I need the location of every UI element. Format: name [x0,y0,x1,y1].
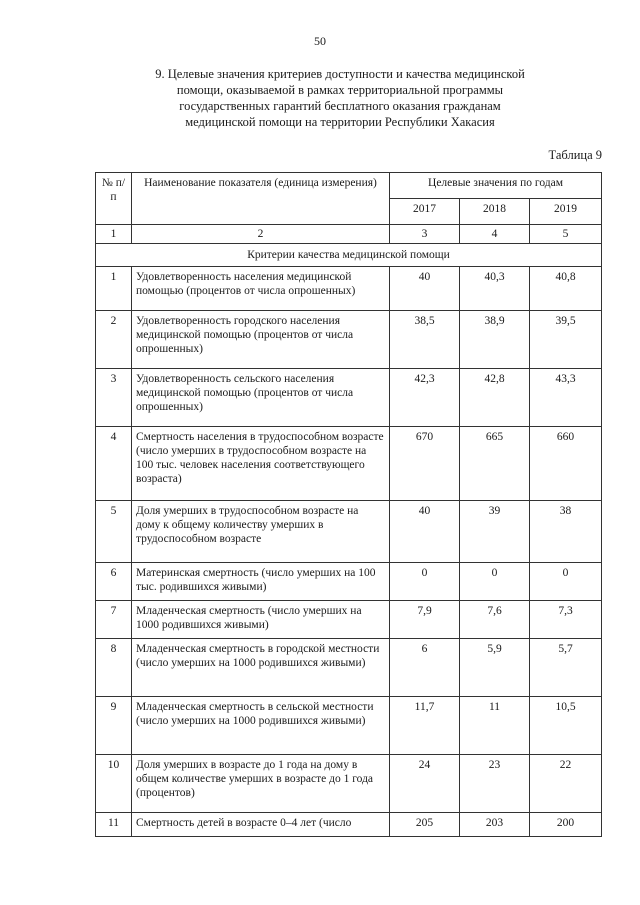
column-header-year: 2018 [460,199,530,225]
target-value-2018: 0 [460,563,530,601]
row-number: 5 [96,501,132,563]
column-index: 4 [460,225,530,244]
target-value-2017: 38,5 [390,311,460,369]
target-value-2017: 11,7 [390,697,460,755]
indicator-name: Смертность населения в трудоспособном возрасте (число умерших в трудоспособном возрасте на 100 тыс. человек населения соответствующего возраста) [132,427,390,501]
section-row [96,244,602,267]
target-value-2017: 205 [390,813,460,837]
table-row [96,311,602,369]
document-heading [120,66,560,130]
target-value-2019: 7,3 [530,601,602,639]
row-number: 4 [96,427,132,501]
section-title: Критерии качества медицинской помощи [96,244,602,267]
table-row [96,639,602,697]
row-number: 8 [96,639,132,697]
column-index: 3 [390,225,460,244]
target-value-2019: 5,7 [530,639,602,697]
target-value-2017: 40 [390,267,460,311]
indicator-name: Доля умерших в возрасте до 1 года на дому в общем количестве умерших в возрасте до 1 года (процентов) [132,755,390,813]
table-row [96,427,602,501]
heading-line: медицинской помощи на территории Республики Хакасия [185,115,495,129]
indicator-name: Младенческая смертность (число умерших на 1000 родившихся живыми) [132,601,390,639]
table-body [96,225,602,837]
target-value-2017: 42,3 [390,369,460,427]
target-value-2018: 40,3 [460,267,530,311]
table-row [96,563,602,601]
page-number: 50 [314,34,326,48]
target-value-2018: 665 [460,427,530,501]
target-value-2019: 22 [530,755,602,813]
column-index: 1 [96,225,132,244]
row-number: 10 [96,755,132,813]
column-header-year: 2017 [390,199,460,225]
heading-line: государственных гарантий бесплатного оказания гражданам [179,99,501,113]
indicator-name: Смертность детей в возрасте 0–4 лет (число [132,813,390,837]
target-value-2017: 40 [390,501,460,563]
column-header-targets: Целевые значения по годам [390,173,602,199]
target-value-2017: 24 [390,755,460,813]
indicator-name: Удовлетворенность городского населения медицинской помощью (процентов от числа опрошенных) [132,311,390,369]
column-header-indicator: Наименование показателя (единица измерения) [132,173,390,225]
target-value-2019: 660 [530,427,602,501]
target-value-2019: 39,5 [530,311,602,369]
table-row [96,501,602,563]
target-value-2018: 38,9 [460,311,530,369]
row-number: 9 [96,697,132,755]
target-value-2017: 0 [390,563,460,601]
column-index: 2 [132,225,390,244]
heading-line: 9. Целевые значения критериев доступности и качества медицинской [155,67,525,81]
indicator-name: Удовлетворенность сельского населения медицинской помощью (процентов от числа опрошенных) [132,369,390,427]
table-row [96,369,602,427]
column-header-year: 2019 [530,199,602,225]
target-value-2018: 7,6 [460,601,530,639]
table-row [96,601,602,639]
target-value-2019: 200 [530,813,602,837]
table-row [96,267,602,311]
target-value-2017: 6 [390,639,460,697]
row-number: 11 [96,813,132,837]
row-number: 7 [96,601,132,639]
indicator-name: Удовлетворенность населения медицинской помощью (процентов от числа опрошенных) [132,267,390,311]
target-value-2019: 10,5 [530,697,602,755]
table-row [96,813,602,837]
table-row [96,697,602,755]
column-index: 5 [530,225,602,244]
row-number: 1 [96,267,132,311]
heading-line: помощи, оказываемой в рамках территориальной программы [176,83,504,97]
indicator-name: Материнская смертность (число умерших на 100 тыс. родившихся живыми) [132,563,390,601]
target-value-2019: 43,3 [530,369,602,427]
target-value-2019: 0 [530,563,602,601]
table-caption: Таблица 9 [548,148,602,162]
criteria-table [95,172,602,837]
target-value-2019: 38 [530,501,602,563]
indicator-name: Доля умерших в трудоспособном возрасте на дому к общему количеству умерших в трудоспособном возрасте [132,501,390,563]
row-number: 2 [96,311,132,369]
target-value-2017: 670 [390,427,460,501]
indicator-name: Младенческая смертность в городской местности (число умерших на 1000 родившихся живыми) [132,639,390,697]
column-header-number: № п/п [96,173,132,225]
target-value-2018: 203 [460,813,530,837]
indicator-name: Младенческая смертность в сельской местности (число умерших на 1000 родившихся живыми) [132,697,390,755]
row-number: 3 [96,369,132,427]
target-value-2018: 11 [460,697,530,755]
target-value-2017: 7,9 [390,601,460,639]
target-value-2018: 5,9 [460,639,530,697]
target-value-2018: 42,8 [460,369,530,427]
row-number: 6 [96,563,132,601]
target-value-2018: 23 [460,755,530,813]
column-index-row [96,225,602,244]
target-value-2018: 39 [460,501,530,563]
table-row [96,755,602,813]
target-value-2019: 40,8 [530,267,602,311]
